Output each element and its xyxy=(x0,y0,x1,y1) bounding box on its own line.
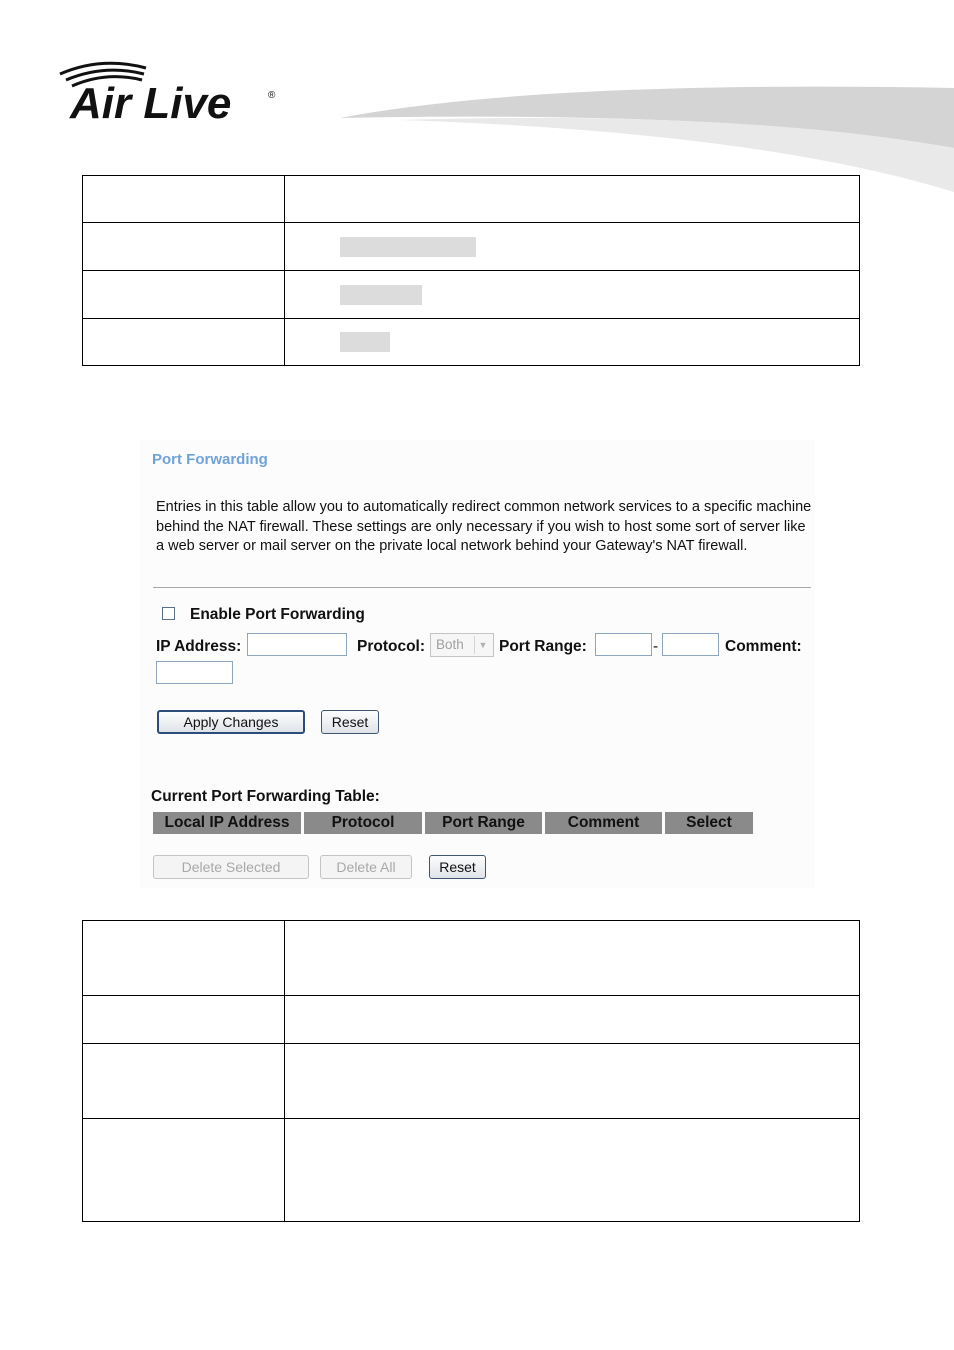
enable-port-forwarding-label: Enable Port Forwarding xyxy=(190,606,365,623)
protocol-label: Protocol: xyxy=(357,638,426,655)
svg-text:Air Live: Air Live xyxy=(70,79,232,128)
delete-all-button[interactable]: Delete All xyxy=(320,855,412,879)
comment-input[interactable] xyxy=(156,661,233,684)
delete-selected-button[interactable]: Delete Selected xyxy=(153,855,309,879)
airlive-logo xyxy=(56,58,286,128)
column-port-range: Port Range xyxy=(425,812,542,834)
enable-port-forwarding-checkbox[interactable] xyxy=(162,607,175,620)
page-title: Port Forwarding xyxy=(152,451,268,468)
column-comment: Comment xyxy=(545,812,662,834)
redacted-bar xyxy=(340,332,390,352)
bottom-table xyxy=(82,920,860,1222)
port-range-separator: - xyxy=(653,638,659,655)
redacted-bar xyxy=(340,285,422,305)
divider xyxy=(153,587,811,588)
table-title: Current Port Forwarding Table: xyxy=(151,788,380,805)
port-range-label: Port Range: xyxy=(499,638,587,655)
ip-address-input[interactable] xyxy=(247,633,347,656)
port-forwarding-panel xyxy=(140,440,815,888)
reset-table-button[interactable]: Reset xyxy=(429,855,486,879)
column-local-ip-address: Local IP Address xyxy=(153,812,301,834)
column-protocol: Protocol xyxy=(304,812,422,834)
top-table xyxy=(82,175,860,366)
redacted-bar xyxy=(340,237,476,257)
protocol-select[interactable] xyxy=(430,633,494,657)
description: Entries in this table allow you to automatically redirect common network services to a specific machine behind the NAT firewall. These settings are only necessary if you wish to host some sort of server like a web server or mail server on the private local network behind your Gateway's NAT firewall. xyxy=(156,499,812,554)
column-select: Select xyxy=(665,812,753,834)
protocol-value: Both xyxy=(436,637,464,652)
reset-button[interactable]: Reset xyxy=(321,710,379,734)
ip-address-label: IP Address: xyxy=(156,638,242,655)
apply-changes-button[interactable]: Apply Changes xyxy=(157,710,305,734)
port-range-end-input[interactable] xyxy=(662,633,719,656)
port-range-start-input[interactable] xyxy=(595,633,652,656)
chevron-down-icon: ▼ xyxy=(474,636,491,654)
comment-label: Comment: xyxy=(725,638,802,655)
svg-text:®: ® xyxy=(268,90,276,101)
